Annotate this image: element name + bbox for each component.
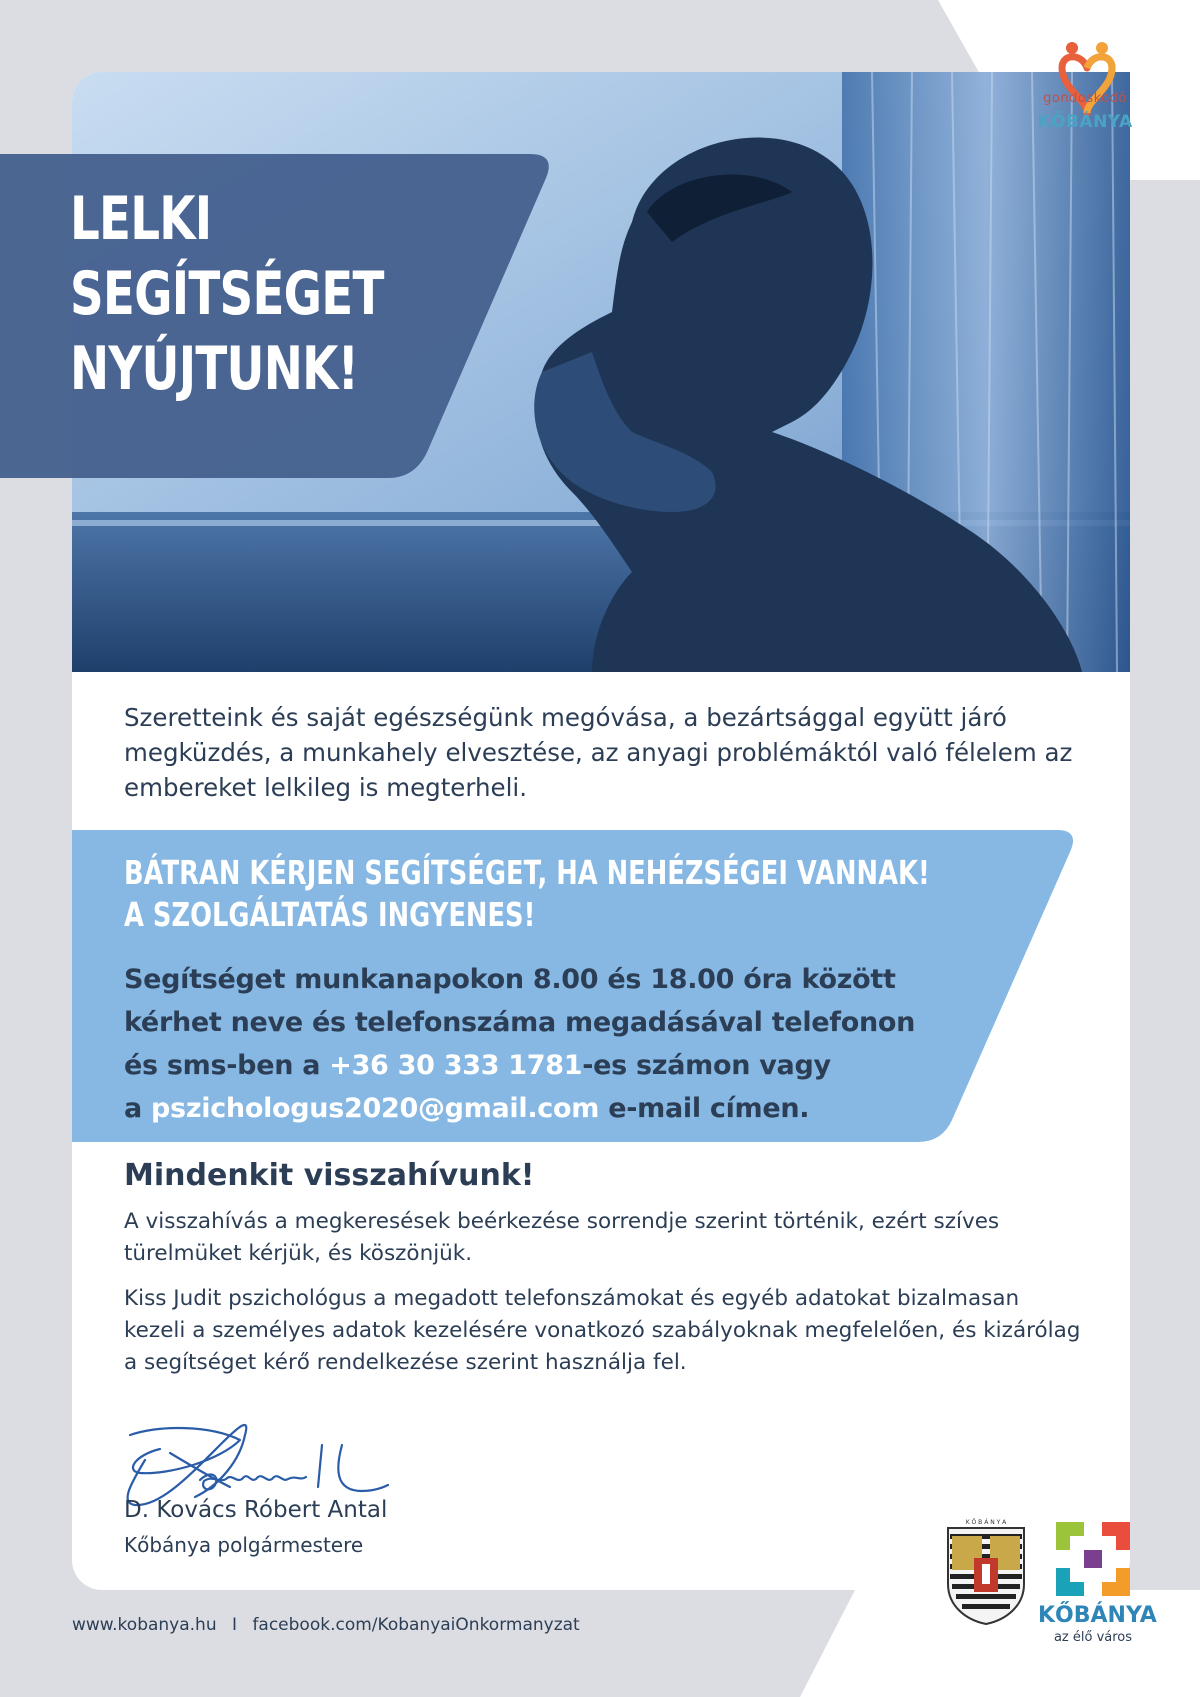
contact-line-1: Segítséget munkanapokon 8.00 és 18.00 óra között <box>124 964 896 995</box>
headline-line-2: A SZOLGÁLTATÁS INGYENES! <box>124 895 536 934</box>
city-logo-tagline: az élő város <box>1053 1630 1133 1645</box>
crest-caption: K Ő B Á N Y A <box>965 1519 1007 1526</box>
page-title <box>70 182 384 407</box>
contact-line-4-post: e-mail címen. <box>599 1093 810 1124</box>
contact-info <box>124 958 915 1130</box>
contact-line-2: kérhet neve és telefonszáma megadásával telefonon <box>124 1007 916 1038</box>
footer-separator: I <box>232 1615 238 1635</box>
email-link[interactable]: pszichologus2020@gmail.com <box>151 1093 600 1124</box>
service-headline <box>124 852 930 936</box>
title-line-2: SEGÍTSÉGET <box>70 259 384 329</box>
kobanya-city-logo <box>1050 1516 1136 1602</box>
website-link[interactable]: www.kobanya.hu <box>72 1615 217 1635</box>
contact-line-3-pre: és sms-ben a <box>124 1050 330 1081</box>
logo-subtitle: gondoskodó <box>1043 91 1127 106</box>
signer-name: D. Kovács Róbert Antal <box>124 1497 388 1523</box>
privacy-paragraph: Kiss Judit pszichológus a megadott telefonszámokat és egyéb adatokat bizalmasan kezeli a személyes adatok kezelésére vonatkozó szabályoknak megfelelően, és kizárólag a segítséget kérő rendelkezése szerint használja fel. <box>124 1286 1081 1375</box>
intro-paragraph: Szeretteink és saját egészségünk megóvása, a bezártsággal együtt járó megküzdés, a munkahely elvesztése, az anyagi problémáktól való félelem az embereket lelkileg is megterheli. <box>124 703 1073 802</box>
city-logo-name: KŐBÁNYA <box>1038 1603 1157 1628</box>
footer-links <box>72 1615 580 1635</box>
callback-paragraph: A visszahívás a megkeresések beérkezése sorrendje szerint történik, ezért szíves türelmüket kérjük, és köszönjük. <box>124 1209 1000 1266</box>
kobanya-crest-icon <box>944 1514 1028 1626</box>
headline-line-1: BÁTRAN KÉRJEN SEGÍTSÉGET, HA NEHÉZSÉGEI VANNAK! <box>124 853 930 892</box>
contact-line-3-post: -es számon vagy <box>582 1050 831 1081</box>
callback-heading: Mindenkit visszahívunk! <box>124 1158 535 1193</box>
logo-title: KŐBÁNYA <box>1037 112 1133 132</box>
signer-role: Kőbánya polgármestere <box>124 1533 364 1557</box>
title-line-1: LELKI <box>70 184 212 254</box>
title-line-3: NYÚJTUNK! <box>70 334 359 404</box>
facebook-link[interactable]: facebook.com/KobanyaiOnkormanyzat <box>252 1615 580 1635</box>
phone-number-link[interactable]: +36 30 333 1781 <box>329 1050 583 1081</box>
contact-line-4-pre: a <box>124 1093 152 1124</box>
